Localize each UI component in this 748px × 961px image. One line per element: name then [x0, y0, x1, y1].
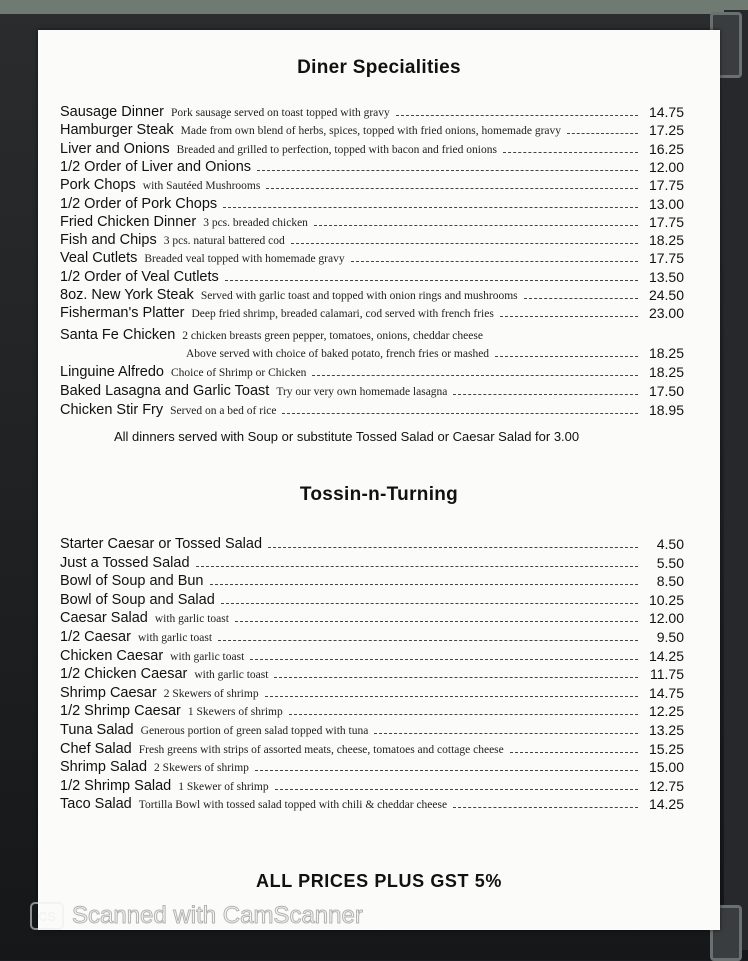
- menu-item: [60, 777, 684, 795]
- item-name: Starter Caesar or Tossed Salad: [60, 536, 263, 552]
- dot-leader: [351, 261, 638, 262]
- item-description: 3 pcs. natural battered cod: [163, 235, 285, 248]
- item-price: 23.00: [648, 305, 684, 322]
- item-description: Generous portion of green salad topped with tuna: [140, 725, 369, 737]
- camscanner-logo-icon: CS: [30, 902, 64, 930]
- dot-leader: [453, 394, 638, 395]
- item-description: Made from own blend of herbs, spices, topped with fried onions, homemade gravy: [180, 125, 562, 138]
- dot-leader: [312, 375, 638, 376]
- item-name: Chef Salad: [60, 740, 132, 757]
- menu-item: [60, 286, 684, 304]
- menu-item: [60, 326, 684, 344]
- item-name: Fried Chicken Dinner: [60, 213, 197, 230]
- item-name: 1/2 Caesar: [60, 629, 131, 645]
- item-description: with Sautéed Mushrooms: [142, 180, 261, 193]
- menu-item: [60, 609, 684, 627]
- item-description: Served on a bed of rice: [170, 405, 277, 417]
- item-name: Fish and Chips: [60, 232, 157, 249]
- item-name: Pork Chops: [60, 177, 136, 194]
- dot-leader: [210, 584, 639, 585]
- item-name: 1/2 Shrimp Salad: [60, 777, 172, 794]
- menu-item: [60, 103, 684, 121]
- section-title-salads: Tossin-n-Turning: [299, 484, 459, 505]
- item-name: Shrimp Caesar: [60, 684, 157, 701]
- item-description: 2 Skewers of shrimp: [163, 687, 259, 700]
- item-price: 15.25: [648, 740, 684, 757]
- item-price: 24.50: [648, 287, 684, 303]
- menu-item: [60, 740, 684, 758]
- menu-item: [60, 121, 684, 139]
- item-price: 12.25: [648, 703, 684, 720]
- menu-item: [60, 684, 684, 702]
- item-note: Above served with choice of baked potato, french fries or mashed: [186, 348, 490, 360]
- menu-item: [60, 249, 684, 267]
- menu-item: [60, 591, 684, 609]
- item-description: 2 Skewers of shrimp: [154, 762, 249, 775]
- dinner-footer-note: All dinners served with Soup or substitute Tossed Salad or Caesar Salad for 3.00: [114, 429, 580, 444]
- dot-leader: [275, 789, 638, 790]
- item-price: 5.50: [656, 554, 684, 571]
- item-name: Taco Salad: [60, 796, 132, 813]
- item-description: 1 Skewers of shrimp: [187, 706, 283, 719]
- menu-item: [60, 721, 684, 739]
- item-description: Served with garlic toast and topped with onion rings and mushrooms: [200, 290, 518, 302]
- item-description: Breaded and grilled to perfection, topped with bacon and fried onions: [176, 143, 497, 156]
- item-description: Try our very own homemade lasagna: [276, 386, 448, 398]
- dot-leader: [255, 770, 638, 771]
- item-price: 18.25: [648, 345, 684, 361]
- item-price: 18.25: [648, 364, 684, 380]
- item-name: 1/2 Shrimp Caesar: [60, 703, 181, 720]
- item-name: Just a Tossed Salad: [60, 554, 190, 571]
- menu-item: [60, 213, 684, 231]
- item-price: 15.00: [648, 759, 684, 776]
- item-price: 13.50: [648, 268, 684, 285]
- dot-leader: [495, 356, 638, 357]
- item-price: 17.75: [648, 177, 684, 194]
- item-name: 1/2 Chicken Caesar: [60, 666, 188, 683]
- item-price: 9.50: [656, 629, 684, 645]
- dot-leader: [291, 243, 638, 244]
- item-price: 14.75: [648, 104, 684, 120]
- menu-page: [38, 30, 720, 930]
- menu-item: [60, 758, 684, 776]
- item-price: 4.50: [656, 536, 684, 552]
- item-name: Chicken Stir Fry: [60, 402, 164, 418]
- item-name: Caesar Salad: [60, 610, 148, 627]
- item-name: 1/2 Order of Veal Cutlets: [60, 268, 219, 285]
- menu-item: [60, 647, 684, 665]
- gst-note: ALL PRICES PLUS GST 5%: [256, 871, 502, 891]
- menu-item: [60, 628, 684, 646]
- menu-item-note: [186, 344, 684, 362]
- item-name: Baked Lasagna and Garlic Toast: [60, 383, 270, 399]
- dot-leader: [268, 547, 638, 548]
- item-name: 8oz. New York Steak: [60, 287, 194, 303]
- item-description: Pork sausage served on toast topped with gravy: [171, 107, 390, 119]
- item-price: 8.50: [656, 573, 684, 590]
- item-price: 18.25: [648, 232, 684, 249]
- item-price: 16.25: [648, 140, 684, 157]
- item-name: Shrimp Salad: [60, 759, 148, 776]
- item-price: 12.00: [648, 158, 684, 175]
- item-name: Hamburger Steak: [60, 122, 174, 139]
- dot-leader: [524, 298, 638, 299]
- menu-item: [60, 401, 684, 419]
- dot-leader: [235, 621, 638, 622]
- item-description: Choice of Shrimp or Chicken: [171, 367, 307, 379]
- binder-edge: [724, 10, 748, 950]
- watermark-text: Scanned with CamScanner: [72, 902, 363, 929]
- dot-leader: [274, 677, 638, 678]
- item-description: with garlic toast: [137, 632, 213, 644]
- item-price: 18.95: [648, 402, 684, 418]
- item-price: 17.50: [648, 383, 684, 399]
- item-description: Tortilla Bowl with tossed salad topped with chili & cheddar cheese: [138, 799, 448, 812]
- item-price: 13.00: [648, 195, 684, 212]
- item-name: Santa Fe Chicken: [60, 327, 176, 343]
- item-name: Chicken Caesar: [60, 647, 164, 664]
- dot-leader: [257, 170, 638, 171]
- dot-leader: [223, 207, 638, 208]
- menu-item: [60, 702, 684, 720]
- item-description: Deep fried shrimp, breaded calamari, cod served with french fries: [191, 308, 494, 321]
- item-price: 14.75: [648, 684, 684, 701]
- item-description: with garlic toast: [194, 669, 269, 682]
- item-name: Bowl of Soup and Bun: [60, 573, 204, 590]
- item-description: with garlic toast: [170, 650, 245, 663]
- item-description: Breaded veal topped with homemade gravy: [144, 253, 345, 266]
- dot-leader: [374, 733, 638, 734]
- item-description: with garlic toast: [154, 613, 229, 626]
- menu-item: [60, 304, 684, 322]
- dot-leader: [314, 225, 638, 226]
- camscanner-watermark: [30, 902, 363, 930]
- item-price: 17.75: [648, 213, 684, 230]
- menu-item: [60, 665, 684, 683]
- menu-item: [60, 572, 684, 590]
- table-surface: [0, 0, 748, 14]
- menu-item: [60, 231, 684, 249]
- menu-item: [60, 363, 684, 381]
- item-description: 1 Skewer of shrimp: [178, 780, 269, 793]
- item-name: Sausage Dinner: [60, 104, 164, 120]
- item-price: 17.25: [648, 122, 684, 139]
- item-description: Fresh greens with strips of assorted meats, cheese, tomatoes and cottage cheese: [138, 743, 504, 756]
- section-title-diner: Diner Specialities: [297, 57, 461, 78]
- item-price: 12.00: [648, 610, 684, 627]
- menu-item: [60, 382, 684, 400]
- item-price: 10.25: [648, 591, 684, 608]
- item-price: 11.75: [650, 666, 684, 683]
- item-description: 2 chicken breasts green pepper, tomatoes, onions, cheddar cheese: [182, 330, 483, 342]
- dot-leader: [250, 659, 638, 660]
- dot-leader: [265, 696, 638, 697]
- item-name: Liver and Onions: [60, 140, 170, 157]
- item-name: 1/2 Order of Pork Chops: [60, 195, 218, 212]
- dot-leader: [503, 152, 638, 153]
- dot-leader: [510, 752, 638, 753]
- item-price: 14.25: [648, 647, 684, 664]
- item-name: Tuna Salad: [60, 722, 134, 738]
- dot-leader: [453, 807, 638, 808]
- item-price: 14.25: [648, 796, 684, 813]
- dot-leader: [289, 714, 638, 715]
- item-name: Linguine Alfredo: [60, 364, 164, 380]
- menu-item: [60, 795, 684, 813]
- item-price: 17.75: [648, 250, 684, 267]
- item-name: Bowl of Soup and Salad: [60, 591, 215, 608]
- dot-leader: [396, 115, 638, 116]
- item-name: Fisherman's Platter: [60, 305, 185, 322]
- dot-leader: [282, 413, 638, 414]
- menu-item: [60, 554, 684, 572]
- dot-leader: [221, 603, 638, 604]
- dot-leader: [196, 566, 638, 567]
- menu-item: [60, 195, 684, 213]
- item-price: 13.25: [648, 722, 684, 738]
- dot-leader: [218, 640, 638, 641]
- menu-item: [60, 158, 684, 176]
- item-name: Veal Cutlets: [60, 250, 138, 267]
- menu-item: [60, 268, 684, 286]
- dot-leader: [266, 188, 638, 189]
- dot-leader: [500, 316, 638, 317]
- menu-item: [60, 140, 684, 158]
- item-price: 12.75: [648, 777, 684, 794]
- item-description: 3 pcs. breaded chicken: [203, 216, 308, 229]
- dot-leader: [567, 133, 638, 134]
- dot-leader: [225, 280, 638, 281]
- menu-item: [60, 535, 684, 553]
- item-name: 1/2 Order of Liver and Onions: [60, 158, 252, 175]
- menu-item: [60, 176, 684, 194]
